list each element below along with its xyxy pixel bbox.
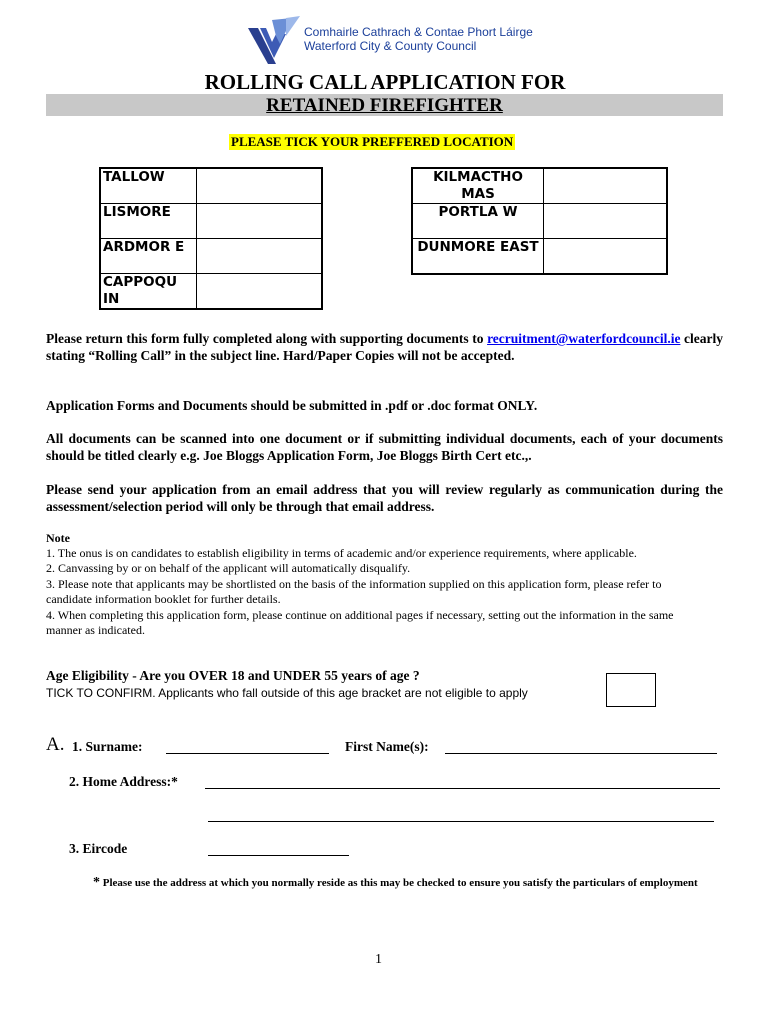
scanning-instruction: All documents can be scanned into one document or if submitting individual documents, each of your documents should be titled clearly e.g. Joe Bloggs Application Form, Joe Bloggs Birth Cert etc.,.: [46, 431, 723, 463]
first-name-label: First Name(s):: [345, 739, 429, 754]
location-tick-box[interactable]: [544, 204, 668, 239]
location-table-right: [411, 167, 668, 275]
location-label: ARDMOR E: [100, 239, 197, 274]
surname-label: 1. Surname:: [72, 739, 143, 754]
note-list: [46, 546, 706, 638]
location-table-left: [99, 167, 323, 310]
form-subtitle: RETAINED FIREFIGHTER: [266, 95, 503, 116]
location-tick-box[interactable]: [197, 239, 323, 274]
council-logo: [246, 14, 302, 66]
instruction-text: clearly stating “Rolling Call” in the subject line. Hard/Paper Copies will not be accepted.: [46, 331, 723, 363]
council-name-english: Waterford City & County Council: [304, 39, 477, 53]
location-tick-box[interactable]: [197, 204, 323, 239]
surname-field[interactable]: [166, 739, 329, 754]
page-number: 1: [375, 952, 382, 967]
location-label: TALLOW: [100, 168, 197, 204]
note-heading: Note: [46, 531, 70, 545]
age-eligibility-question: Age Eligibility - Are you OVER 18 and UNDER 55 years of age ?: [46, 668, 420, 683]
location-label: DUNMORE EAST: [412, 239, 544, 275]
eircode-label: 3. Eircode: [69, 841, 128, 856]
email-instruction: Please send your application from an email address that you will review regularly as communication during the assessment/selection period will only be through that email address.: [46, 482, 723, 514]
note-item: 2. Canvassing by or on behalf of the applicant will automatically disqualify.: [46, 561, 411, 576]
location-tick-box[interactable]: [197, 274, 323, 310]
location-tick-box[interactable]: [544, 168, 668, 204]
council-name: [304, 25, 533, 53]
note-item: 4. When completing this application form, please continue on additional pages if necessary, setting out the information in the same manner as indicated.: [46, 607, 674, 638]
instruction-text: Please return this form fully completed along with supporting documents to: [46, 331, 488, 346]
tick-location-instruction: PLEASE TICK YOUR PREFFERED LOCATION: [231, 134, 514, 149]
note-item: 3. Please note that applicants may be shortlisted on the basis of the information supplied on this application form, please refer to candidate information booklet for further details.: [46, 576, 662, 607]
address-footnote: [93, 875, 733, 891]
home-address-field-line2[interactable]: [208, 807, 714, 822]
section-a-letter: A.: [46, 734, 65, 755]
form-title: ROLLING CALL APPLICATION FOR: [204, 70, 566, 94]
location-tick-box[interactable]: [197, 168, 323, 204]
first-name-field[interactable]: [445, 739, 717, 754]
age-confirm-checkbox[interactable]: [606, 673, 656, 707]
home-address-field-line1[interactable]: [205, 774, 720, 789]
note-item: 1. The onus is on candidates to establish eligibility in terms of academic and/or experience requirements, where applicable.: [46, 546, 637, 560]
location-label: LISMORE: [100, 204, 197, 239]
footnote-asterisk: *: [93, 875, 100, 890]
eircode-field[interactable]: [208, 841, 349, 856]
format-instruction: Application Forms and Documents should be submitted in .pdf or .doc format ONLY.: [46, 398, 538, 413]
location-label: CAPPOQU IN: [100, 274, 197, 310]
location-label: PORTLA W: [412, 204, 544, 239]
home-address-label: 2. Home Address:*: [69, 774, 178, 789]
recruitment-email-link[interactable]: recruitment@waterfordcouncil.ie: [487, 331, 681, 346]
location-label: KILMACTHO MAS: [412, 168, 544, 204]
location-tick-box[interactable]: [544, 239, 668, 275]
footnote-text: Please use the address at which you normally reside as this may be checked to ensure you satisfy the particulars of employment: [100, 877, 698, 889]
council-name-irish: Comhairle Cathrach & Contae Phort Láirge: [304, 25, 533, 39]
submission-instructions: [46, 330, 723, 364]
age-eligibility-instruction: TICK TO CONFIRM. Applicants who fall outside of this age bracket are not eligible to apply: [46, 686, 528, 700]
